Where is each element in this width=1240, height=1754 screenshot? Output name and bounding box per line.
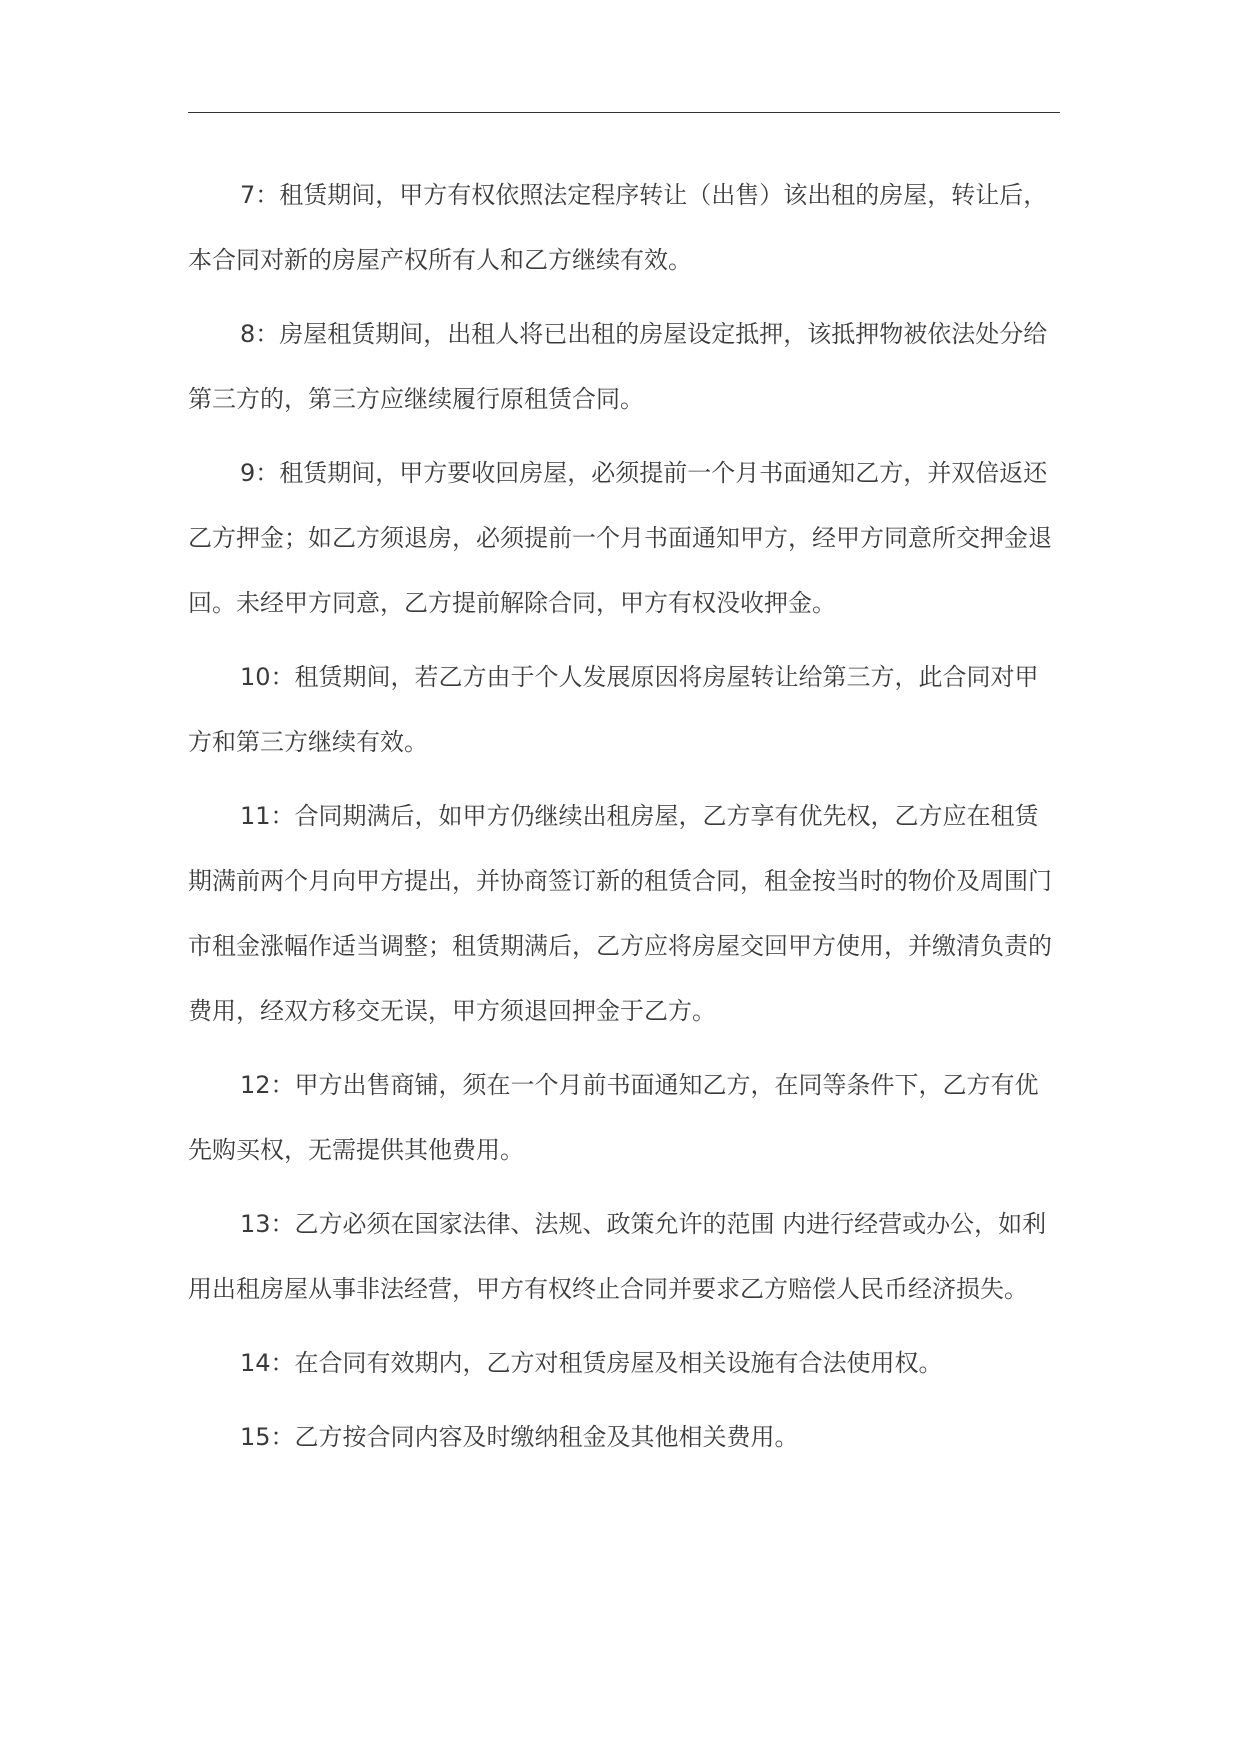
clause-14: 14：在合同有效期内，乙方对租赁房屋及相关设施有合法使用权。 — [240, 1349, 943, 1377]
clause-8: 8：房屋租赁期间，出租人将已出租的房屋设定抵押，该抵押物被依法处分给第三方的，第三方应继续履行原租赁合同。 — [188, 320, 1048, 413]
clause-11: 11：合同期满后，如甲方仍继续出租房屋，乙方享有优先权，乙方应在租赁期满前两个月向甲方提出，并协商签订新的租赁合同，租金按当时的物价及周围门市租金涨幅作适当调整；租赁期满后，乙方应将房屋交回甲方使用，并缴清负责的费用，经双方移交无误，甲方须退回押金于乙方。 — [188, 802, 1052, 1025]
clause-9: 9：租赁期间，甲方要收回房屋，必须提前一个月书面通知乙方，并双倍返还乙方押金；如乙方须退房，必须提前一个月书面通知甲方，经甲方同意所交押金退回。未经甲方同意，乙方提前解除合同，甲方有权没收押金。 — [188, 459, 1052, 617]
clause-7: 7：租赁期间，甲方有权依照法定程序转让（出售）该出租的房屋，转让后，本合同对新的房屋产权所有人和乙方继续有效。 — [188, 181, 1048, 274]
clause-10: 10：租赁期间，若乙方由于个人发展原因将房屋转让给第三方，此合同对甲方和第三方继续有效。 — [188, 663, 1039, 756]
clause-13: 13：乙方必须在国家法律、法规、政策允许的范围 内进行经营或办公，如利用出租房屋从事非法经营，甲方有权终止合同并要求乙方赔偿人民币经济损失。 — [188, 1210, 1047, 1303]
contract-body — [188, 163, 1060, 1479]
clause-15: 15：乙方按合同内容及时缴纳租金及其他相关费用。 — [240, 1423, 799, 1451]
clause-12: 12：甲方出售商铺，须在一个月前书面通知乙方，在同等条件下，乙方有优先购买权，无需提供其他费用。 — [188, 1071, 1039, 1164]
header-rule — [188, 112, 1060, 113]
